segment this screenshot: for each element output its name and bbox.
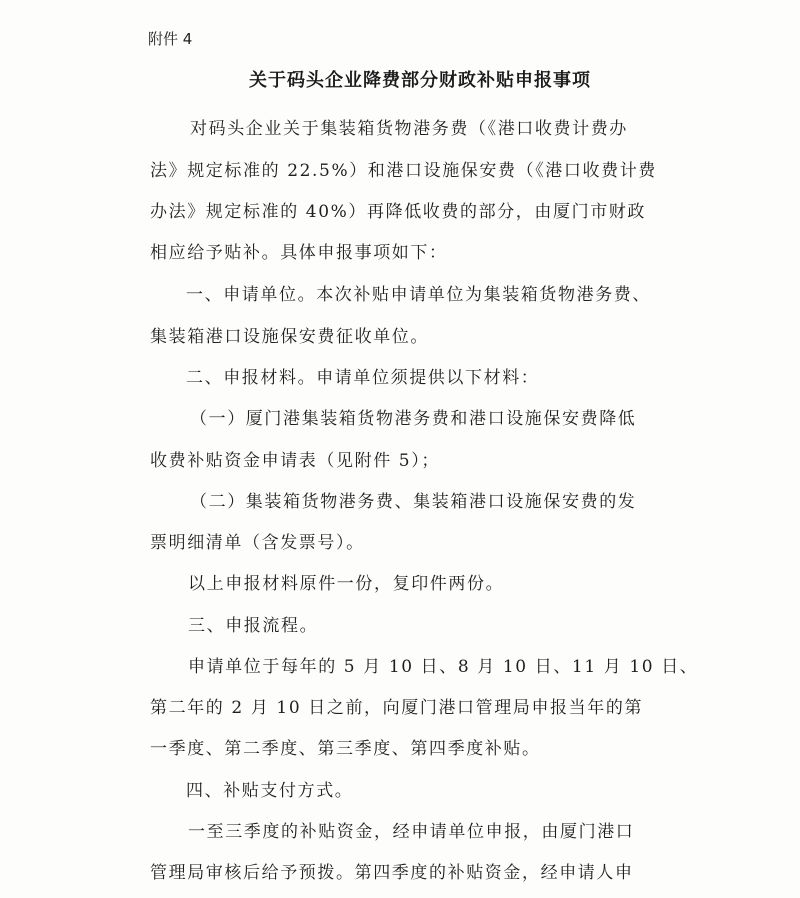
body-line: 管理局审核后给予预拨。第四季度的补贴资金，经申请人申 [150,863,634,883]
body-line: 对码头企业关于集装箱货物港务费（《港口收费计费办 [190,119,628,139]
body-line: 一、申请单位。本次补贴申请单位为集装箱货物港务费、 [186,285,651,305]
body-line: 三、申报流程。 [188,616,319,636]
body-line: 申请单位于每年的 5 月 10 日、8 月 10 日、11 月 10 日、 [188,657,699,677]
body-line: 相应给予贴补。具体申报事项如下： [150,243,448,263]
body-line: 法》规定标准的 22.5%）和港口设施保安费（《港口收费计费 [150,161,657,181]
body-line: 一至三季度的补贴资金，经申请单位申报，由厦门港口 [188,822,635,842]
body-line: 票明细清单（含发票号）。 [150,533,365,553]
body-line: 集装箱港口设施保安费征收单位。 [150,327,429,347]
document-title: 关于码头企业降费部分财政补贴申报事项 [249,70,591,91]
body-line: 四、补贴支付方式。 [186,781,354,801]
body-line: 二、申报材料。申请单位须提供以下材料： [186,368,540,388]
body-line: （一）厦门港集装箱货物港务费和港口设施保安费降低 [190,409,637,429]
body-line: 第二年的 2 月 10 日之前，向厦门港口管理局申报当年的第 [150,698,644,718]
body-line: 办法》规定标准的 40%）再降低收费的部分，由厦门市财政 [150,202,646,222]
attachment-label: 附件 4 [148,30,193,48]
body-line: （二）集装箱货物港务费、集装箱港口设施保安费的发 [190,492,637,512]
body-line: 以上申报材料原件一份，复印件两份。 [188,574,505,594]
body-line: 收费补贴资金申请表（见附件 5）； [150,451,440,471]
body-line: 一季度、第二季度、第三季度、第四季度补贴。 [150,739,541,759]
